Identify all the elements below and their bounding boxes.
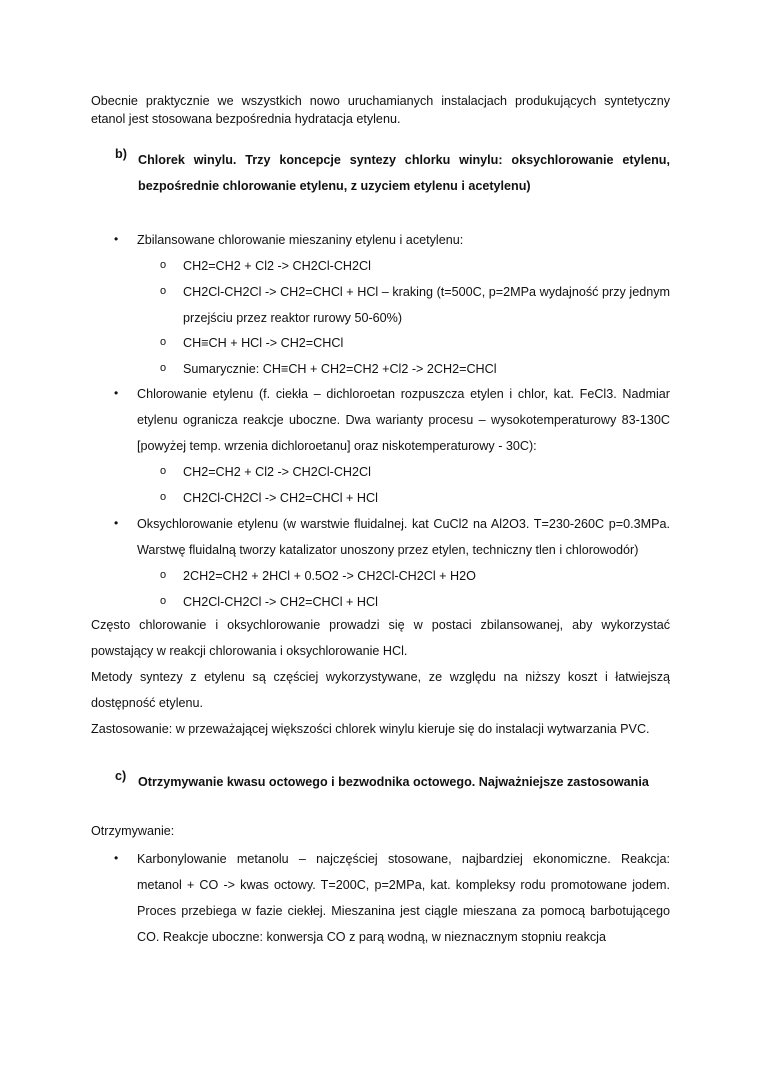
list-item-text: Karbonylowanie metanolu – najczęściej stosowane, najbardziej ekonomiczne. Reakcja: metanol + CO -> kwas octowy. T=200C, p=2MPa, kat. kompleksy rodu promotowane jodem. Proces przebiega w fazie ciekłej. Mieszanina jest ciągle mieszana za pomocą barbotującego CO. Reakcje uboczne: konwersja CO z parą wodną, w nieznacznym stopniu reakcja [137, 852, 670, 944]
sub-list-item-text: CH2=CH2 + Cl2 -> CH2Cl-CH2Cl [183, 465, 371, 479]
sub-list-item-text: CH2Cl-CH2Cl -> CH2=CHCl + HCl [183, 595, 378, 609]
paragraph-balanced: Często chlorowanie i oksychlorowanie prowadzi się w postaci zbilansowanej, aby wykorzystać powstający w reakcji chlorowania i oksychlorowanie HCl. [91, 618, 670, 658]
intro-paragraph: Obecnie praktycznie we wszystkich nowo uruchamianych instalacjach produkujących syntetyczny etanol jest stosowana bezpośrednia hydratacja etylenu. [91, 94, 670, 126]
sub-bullet-marker: o [160, 595, 167, 607]
list-item-text: Zbilansowane chlorowanie mieszaniny etylenu i acetylenu: [137, 233, 464, 247]
sub-bullet-marker: o [160, 285, 167, 297]
sub-bullet-marker: o [160, 465, 167, 477]
section-b-label: b) [115, 147, 127, 161]
section-c-heading [91, 769, 670, 795]
section-b-heading [91, 147, 670, 201]
section-b-title: Chlorek winylu. Trzy koncepcje syntezy chlorku winylu: oksychlorowanie etylenu, bezpośrednie chlorowanie etylenu, z uzyciem etylenu i acetylenu) [138, 153, 670, 193]
subheading-otrzymywanie: Otrzymywanie: [91, 824, 175, 838]
sub-list-item-text: CH≡CH + HCl -> CH2=CHCl [183, 336, 344, 350]
sub-list-item-text: Sumarycznie: CH≡CH + CH2=CH2 +Cl2 -> 2CH2=CHCl [183, 362, 497, 376]
sub-bullet-marker: o [160, 491, 167, 503]
section-c-title: Otrzymywanie kwasu octowego i bezwodnika octowego. Najważniejsze zastosowania [138, 775, 649, 789]
list-item-text: Oksychlorowanie etylenu (w warstwie fluidalnej. kat CuCl2 na Al2O3. T=230-260C p=0.3MPa. Warstwę fluidalną tworzy katalizator unoszony przez etylen, techniczny tlen i chlorowodór) [137, 517, 670, 557]
paragraph-application: Zastosowanie: w przeważającej większości chlorek winylu kieruje się do instalacji wytwarzania PVC. [91, 722, 650, 736]
sub-list-item-text: CH2Cl-CH2Cl -> CH2=CHCl + HCl [183, 491, 378, 505]
bullet-marker: • [114, 851, 119, 865]
section-c-label: c) [115, 769, 127, 783]
sub-list-item-text: 2CH2=CH2 + 2HCl + 0.5O2 -> CH2Cl-CH2Cl + H2O [183, 569, 476, 583]
sub-list-item-text: CH2Cl-CH2Cl -> CH2=CHCl + HCl – kraking (t=500C, p=2MPa wydajność przy jednym przejściu przez reaktor rurowy 50-60%) [183, 285, 670, 325]
sub-bullet-marker: o [160, 336, 167, 348]
paragraph-ethylene-methods: Metody syntezy z etylenu są częściej wykorzystywane, ze względu na niższy koszt i łatwiejszą dostępność etylenu. [91, 670, 670, 710]
bullet-marker: • [114, 386, 119, 400]
sub-bullet-marker: o [160, 362, 167, 374]
sub-list-item-text: CH2=CH2 + Cl2 -> CH2Cl-CH2Cl [183, 259, 371, 273]
list-item-text: Chlorowanie etylenu (f. ciekła – dichloroetan rozpuszcza etylen i chlor, kat. FeCl3. Nadmiar etylenu ogranicza reakcje uboczne. Dwa warianty procesu – wysokotemperaturowy 83-130C [powyżej temp. wrzenia dichloroetanu] oraz niskotemperaturowy - 30C): [137, 387, 670, 453]
sub-bullet-marker: o [160, 259, 167, 271]
bullet-marker: • [114, 516, 119, 530]
bullet-marker: • [114, 232, 119, 246]
sub-bullet-marker: o [160, 569, 167, 581]
